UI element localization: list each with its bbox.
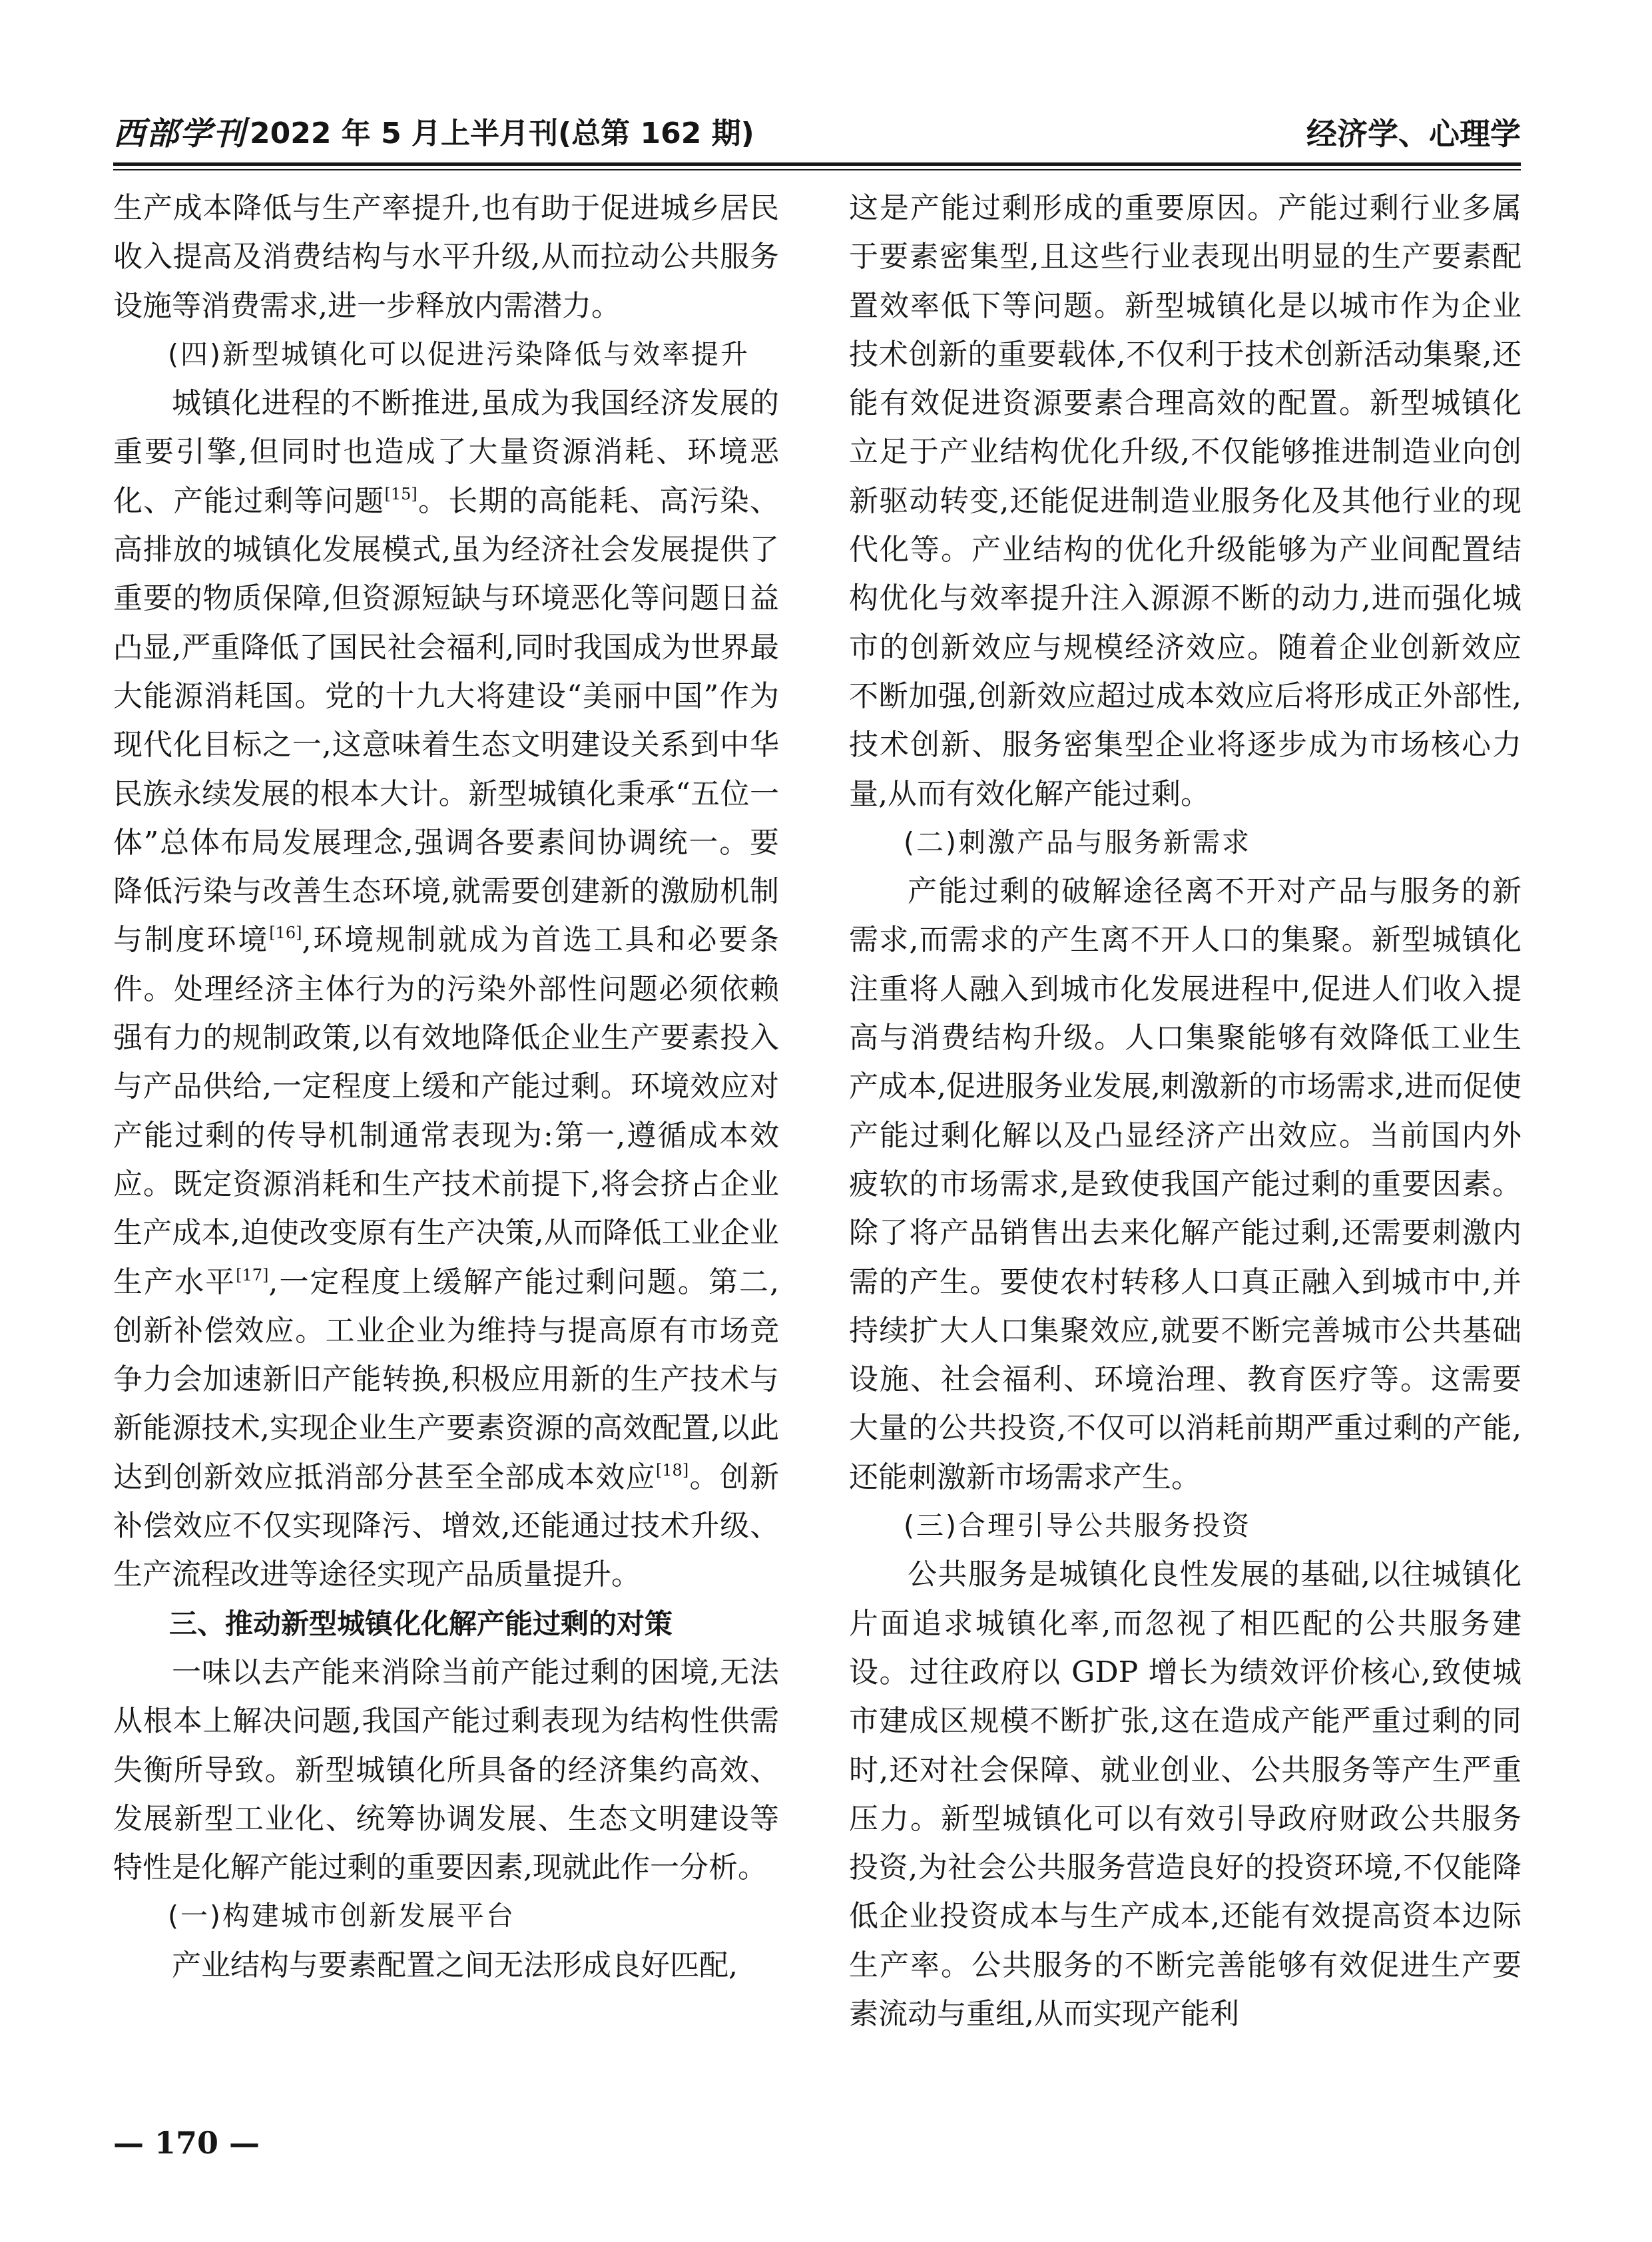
paragraph: 这是产能过剩形成的重要原因。产能过剩行业多属于要素密集型,且这些行业表现出明显的生产要素配置效率低下等问题。新型城镇化是以城市作为企业技术创新的重要载体,不仅利于技术创新活动集聚,还能有效促进资源要素合理高效的配置。新型城镇化立足于产业结构优化升级,不仅能够推进制造业向创新驱动转变,还能促进制造业服务化及其他行业的现代化等。产业结构的优化升级能够为产业间配置结构优化与效率提升注入源源不断的动力,进而强化城市的创新效应与规模经济效应。随着企业创新效应不断加强,创新效应超过成本效应后将形成正外部性,技术创新、服务密集型企业将逐步成为市场核心力量,从而有效化解产能过剩。: [849, 191, 1521, 811]
citation-16: [16]: [269, 924, 302, 943]
subsection-heading: (三)合理引导公共服务投资: [904, 1510, 1251, 1542]
paragraph: 生产成本降低与生产率提升,也有助于促进城乡居民收入提高及消费结构与水平升级,从而拉动公共服务设施等消费需求,进一步释放内需潜力。: [113, 191, 779, 323]
subsection-heading: (一)构建城市创新发展平台: [168, 1900, 515, 1932]
header-rule-thick: [113, 162, 1521, 166]
paragraph: 公共服务是城镇化良性发展的基础,以往城镇化片面追求城镇化率,而忽视了相匹配的公共服务建设。过往政府以 GDP 增长为绩效评价核心,致使城市建成区规模不断扩张,这在造成产能严重过剩的同时,还对社会保障、就业创业、公共服务等产生严重压力。新型城镇化可以有效引导政府财政公共服务投资,为社会公共服务营造良好的投资环境,不仅能降低企业投资成本与生产成本,还能有效提高资本边际生产率。公共服务的不断完善能够有效促进生产要素流动与重组,从而实现产能利: [849, 1557, 1521, 2031]
citation-18: [18]: [655, 1460, 689, 1480]
running-header: [113, 113, 1521, 154]
right-column: [849, 184, 1521, 2038]
section-heading: 三、推动新型城镇化化解产能过剩的对策: [169, 1607, 673, 1640]
text-run: ,一定程度上缓解产能过剩问题。第二,创新补偿效应。工业企业为维持与提高原有市场竞争力会加速新旧产能转换,积极应用新的生产技术与新能源技术,实现企业生产要素资源的高效配置,以此达到创新效应抵消部分甚至全部成本效应: [113, 1264, 780, 1494]
text-run: 。创新补偿效应不仅实现降污、增效,还能通过技术升级、生产流程改进等途径实现产品质量提升。: [113, 1460, 780, 1592]
header-rule-thin: [113, 169, 1521, 170]
citation-15: [15]: [384, 484, 417, 503]
text-run: ,环境规制就成为首选工具和必要条件。处理经济主体行为的污染外部性问题必须依赖强有力的规制政策,以有效地降低企业生产要素投入与产品供给,一定程度上缓和产能过剩。环境效应对产能过剩的传导机制通常表现为:第一,遵循成本效应。既定资源消耗和生产技术前提下,将会挤占企业生产成本,迫使改变原有生产决策,从而降低工业企业生产水平: [113, 923, 779, 1299]
text-run: 城镇化进程的不断推进,虽成为我国经济发展的重要引擎,但同时也造成了大量资源消耗、环境恶化、产能过剩等问题: [113, 386, 779, 518]
subsection-heading: (二)刺激产品与服务新需求: [904, 826, 1251, 858]
page-number: — 170 —: [113, 2125, 260, 2161]
left-column: [113, 184, 779, 1990]
paragraph: [113, 379, 779, 1599]
paragraph: 一味以去产能来消除当前产能过剩的困境,无法从根本上解决问题,我国产能过剩表现为结构性供需失衡所导致。新型城镇化所具备的经济集约高效、发展新型工业化、统筹协调发展、生态文明建设等特性是化解产能过剩的重要因素,现就此作一分析。: [113, 1655, 779, 1885]
text-run: 。长期的高能耗、高污染、高排放的城镇化发展模式,虽为经济社会发展提供了重要的物质保障,但资源短缺与环境恶化等问题日益凸显,严重降低了国民社会福利,同时我国成为世界最大能源消耗国。党的十九大将建设“美丽中国”作为现代化目标之一,这意味着生态文明建设关系到中华民族永续发展的根本大计。新型城镇化秉承“五位一体”总体布局发展理念,强调各要素间协调统一。要降低污染与改善生态环境,就需要创建新的激励机制与制度环境: [113, 483, 780, 958]
journal-logo: 西部学刊: [113, 115, 247, 152]
paragraph: 产业结构与要素配置之间无法形成良好匹配,: [172, 1948, 738, 1982]
issue-info: 2022 年 5 月上半月刊(总第 162 期): [250, 117, 754, 150]
section-label: 经济学、心理学: [1306, 116, 1521, 152]
paragraph: 产能过剩的破解途径离不开对产品与服务的新需求,而需求的产生离不开人口的集聚。新型城镇化注重将人融入到城市化发展进程中,促进人们收入提高与消费结构升级。人口集聚能够有效降低工业生产成本,促进服务业发展,刺激新的市场需求,进而促使产能过剩化解以及凸显经济产出效应。当前国内外疲软的市场需求,是致使我国产能过剩的重要因素。除了将产品销售出去来化解产能过剩,还需要刺激内需的产生。要使农村转移人口真正融入到城市中,并持续扩大人口集聚效应,就要不断完善城市公共基础设施、社会福利、环境治理、教育医疗等。这需要大量的公共投资,不仅可以消耗前期严重过剩的产能,还能刺激新市场需求产生。: [849, 874, 1521, 1494]
subsection-heading: (四)新型城镇化可以促进污染降低与效率提升: [168, 338, 750, 370]
citation-17: [17]: [236, 1265, 269, 1284]
